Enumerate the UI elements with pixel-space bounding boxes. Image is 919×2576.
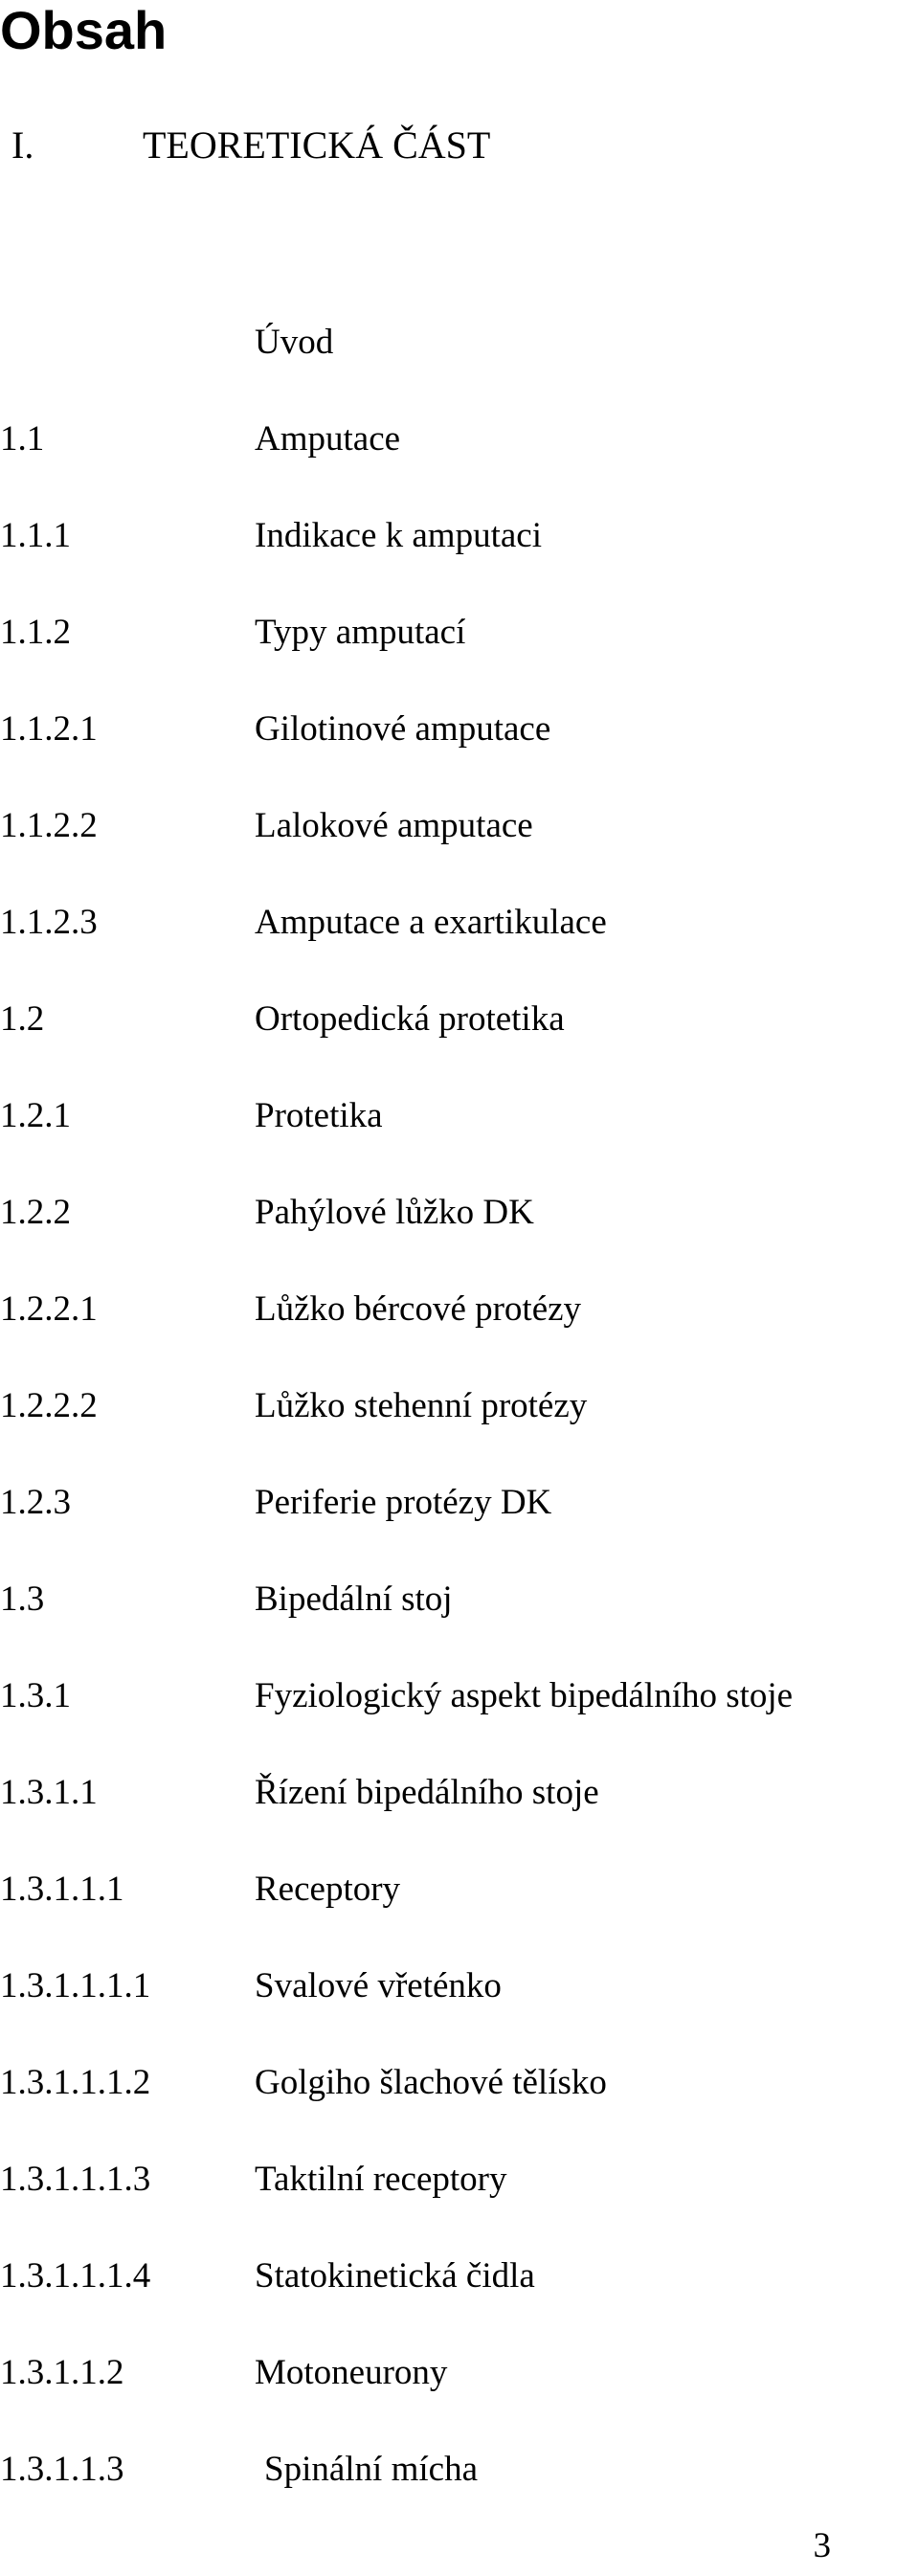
toc-entry-number: 1.2.1 xyxy=(0,1096,71,1135)
toc-entry[interactable] xyxy=(0,414,919,465)
toc-entry-number: 1.3.1.1.1.3 xyxy=(0,2160,151,2199)
toc-entry-number: 1.3 xyxy=(0,1579,45,1619)
toc-entry[interactable] xyxy=(0,607,919,659)
toc-entry-title: Bipedální stoj xyxy=(255,1579,453,1619)
toc-entry-number: 1.3.1.1.2 xyxy=(0,2353,124,2392)
toc-entry[interactable] xyxy=(0,510,919,562)
toc-entry-title: Receptory xyxy=(255,1870,401,1909)
toc-entry-number: 1.2.2.1 xyxy=(0,1289,98,1329)
page-title: Obsah xyxy=(0,0,168,60)
toc-entry[interactable] xyxy=(0,1864,919,1915)
toc-entry-title: Spinální mícha xyxy=(264,2450,478,2489)
toc-entry-title: Lůžko stehenní protézy xyxy=(255,1386,588,1425)
toc-entry-number: 1.2.3 xyxy=(0,1483,71,1522)
toc-entry-number: 1.2.2.2 xyxy=(0,1386,98,1425)
toc-entry-title: Motoneurony xyxy=(255,2353,448,2392)
toc-entry[interactable] xyxy=(0,317,919,369)
toc-entry-number: 1.2.2 xyxy=(0,1193,71,1232)
toc-entry-title: Golgiho šlachové tělísko xyxy=(255,2063,607,2102)
toc-entry-number: 1.2 xyxy=(0,999,45,1039)
toc-entry-title: Pahýlové lůžko DK xyxy=(255,1193,534,1232)
toc-entry[interactable] xyxy=(0,2347,919,2399)
toc-entry[interactable] xyxy=(0,2154,919,2206)
toc-entry-title: Taktilní receptory xyxy=(255,2160,507,2199)
toc-entry[interactable] xyxy=(0,1090,919,1142)
toc-entry[interactable] xyxy=(0,1767,919,1819)
toc-entry[interactable] xyxy=(0,2057,919,2109)
toc-entry[interactable] xyxy=(0,897,919,949)
toc-entry-title: Řízení bipedálního stoje xyxy=(255,1773,599,1812)
toc-entry-number: 1.3.1.1.1.4 xyxy=(0,2256,151,2296)
toc-entry-title: Gilotinové amputace xyxy=(255,709,551,749)
toc-entry[interactable] xyxy=(0,1960,919,2012)
toc-entry[interactable] xyxy=(0,2444,919,2496)
toc-entry[interactable] xyxy=(0,2251,919,2302)
toc-entry[interactable] xyxy=(0,1670,919,1722)
toc-entry[interactable] xyxy=(0,1380,919,1432)
toc-entry-number: 1.1.2.3 xyxy=(0,903,98,942)
toc-entry-title: Periferie protézy DK xyxy=(255,1483,552,1522)
toc-entry-title: Amputace xyxy=(255,419,401,459)
toc-entry[interactable] xyxy=(0,1284,919,1335)
toc-entry-number: 1.1.2.1 xyxy=(0,709,98,749)
toc-entry-title: Lalokové amputace xyxy=(255,806,533,845)
toc-entry-number: 1.1 xyxy=(0,419,45,459)
toc-entry-title: Amputace a exartikulace xyxy=(255,903,607,942)
toc-entry[interactable] xyxy=(0,800,919,852)
toc-entry-title: Lůžko bércové protézy xyxy=(255,1289,582,1329)
toc-entry-number: 1.1.2.2 xyxy=(0,806,98,845)
toc-entry[interactable] xyxy=(0,1477,919,1529)
toc-entry-number: 1.3.1.1.1.2 xyxy=(0,2063,151,2102)
toc-entry-title: Typy amputací xyxy=(255,613,466,652)
toc-entry-number: 1.3.1.1 xyxy=(0,1773,98,1812)
toc-entry-title: Úvod xyxy=(255,323,334,362)
toc-entry-number: 1.3.1.1.3 xyxy=(0,2450,124,2489)
toc-entry-title: Ortopedická protetika xyxy=(255,999,565,1039)
toc-entry-number: 1.1.2 xyxy=(0,613,71,652)
toc-entry[interactable] xyxy=(0,704,919,755)
toc-entry-title: Fyziologický aspekt bipedálního stoje xyxy=(255,1676,794,1715)
part-number: I. xyxy=(11,123,34,167)
page-number: 3 xyxy=(813,2526,831,2565)
toc-entry-title: Indikace k amputaci xyxy=(255,516,542,555)
toc-entry-number: 1.1.1 xyxy=(0,516,71,555)
toc-entry-number: 1.3.1 xyxy=(0,1676,71,1715)
toc-entry-number: 1.3.1.1.1.1 xyxy=(0,1966,151,2005)
toc-entry[interactable] xyxy=(0,994,919,1045)
toc-entry-title: Svalové vřeténko xyxy=(255,1966,502,2005)
toc-entry-title: Protetika xyxy=(255,1096,383,1135)
toc-entry[interactable] xyxy=(0,1187,919,1239)
toc-entry[interactable] xyxy=(0,1574,919,1625)
part-label: TEORETICKÁ ČÁST xyxy=(143,123,491,167)
toc-entry-number: 1.3.1.1.1 xyxy=(0,1870,124,1909)
toc-entry-title: Statokinetická čidla xyxy=(255,2256,535,2296)
